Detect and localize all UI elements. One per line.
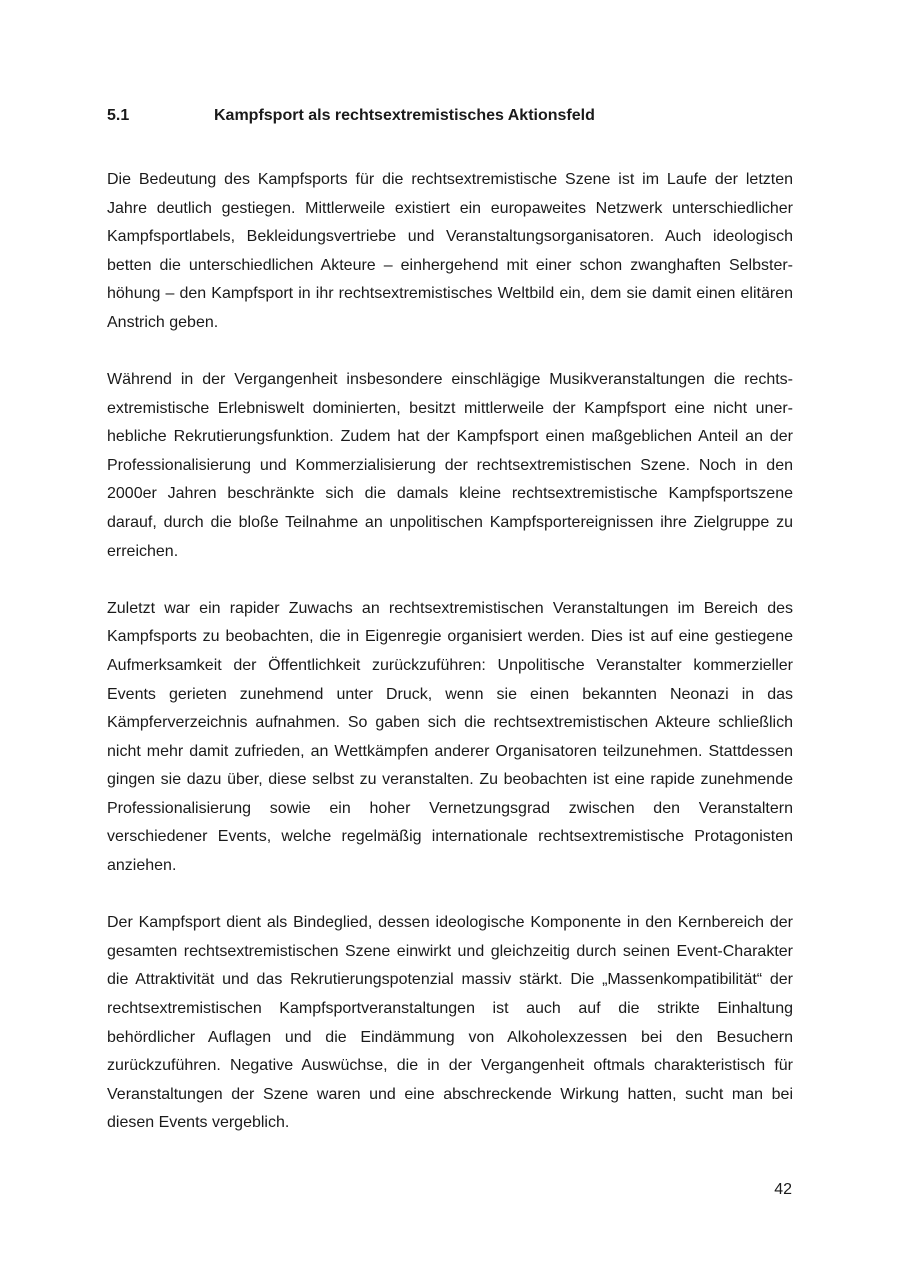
paragraph-3: Zuletzt war ein rapider Zuwachs an rechtsextremistischen Veranstaltungen im Bereich des Kampfsports zu beobachten, die in Eigenregie organisiert werden. Dies ist auf eine gestiegene Aufmerksamkeit der Öffentlichkeit zurückzuführen: Unpolitische Veranstalter kommerzieller Events gerieten zunehmend unter Druck, wenn sie einen bekannten Neonazi in das Kämpferverzeichnis aufnahmen. So gaben sich die rechtsextremistischen Akteure schließlich nicht mehr damit zufrieden, an Wettkämpfen anderer Organisatoren teilzunehmen. Stattdessen gingen sie dazu über, diese selbst zu veranstalten. Zu beobachten ist eine rapide zunehmende Professionalisierung sowie ein hoher Vernetzungsgrad zwischen den Veranstaltern verschiedener Events, welche regelmäßig internationale rechtsextremistische Protagonisten anziehen.: [107, 599, 793, 875]
paragraph-2: Während in der Vergangenheit insbesondere einschlägige Musikveranstaltungen die rechtsextremistische Erlebniswelt dominierten, besitzt mittlerweile der Kampfsport eine nicht unerhebliche Rekrutierungsfunktion. Zudem hat der Kampfsport einen maßgeblichen Anteil an der Professionalisierung und Kommerzialisierung der rechtsextremistischen Szene. Noch in den 2000er Jahren beschränkte sich die damals kleine rechtsextremistische Kampfsportszene darauf, durch die bloße Teilnahme an unpolitischen Kampfsportereignissen ihre Zielgruppe zu erreichen.: [107, 371, 793, 560]
document-page: [107, 104, 793, 1138]
paragraph-4: Der Kampfsport dient als Bindeglied, dessen ideologische Komponente in den Kernbereich der gesamten rechtsextremistischen Szene einwirkt und gleichzeitig durch seinen Event-Charakter die Attraktivität und das Rekrutierungspotenzial massiv stärkt. Die „Massenkompatibilität“ der rechtsextremistischen Kampfsportveranstaltungen ist auch auf die strikte Einhaltung behördlicher Auflagen und die Eindämmung von Alkoholexzessen bei den Besuchern zurückzuführen. Negative Auswüchse, die in der Vergangenheit oftmals charakteristisch für Veranstaltungen der Szene waren und eine abschreckende Wirkung hatten, sucht man bei diesen Events vergeblich.: [107, 914, 793, 1132]
section-title: Kampfsport als rechtsextremistisches Aktionsfeld: [214, 107, 595, 124]
section-heading: [107, 104, 793, 128]
section-number: 5.1: [107, 107, 130, 124]
paragraph-1: Die Bedeutung des Kampfsports für die rechtsextremistische Szene ist im Laufe der letzten Jahre deutlich gestiegen. Mittlerweile existiert ein europaweites Netzwerk unterschiedlicher Kampfsportlabels, Bekleidungsvertriebe und Veranstaltungsorganisatoren. Auch ideologisch betten die unterschiedlichen Akteure – einhergehend mit einer schon zwanghaften Selbsterhöhung – den Kampfsport in ihr rechtsextremistisches Weltbild ein, dem sie damit einen elitären Anstrich geben.: [107, 171, 793, 331]
page-number: 42: [774, 1181, 792, 1198]
